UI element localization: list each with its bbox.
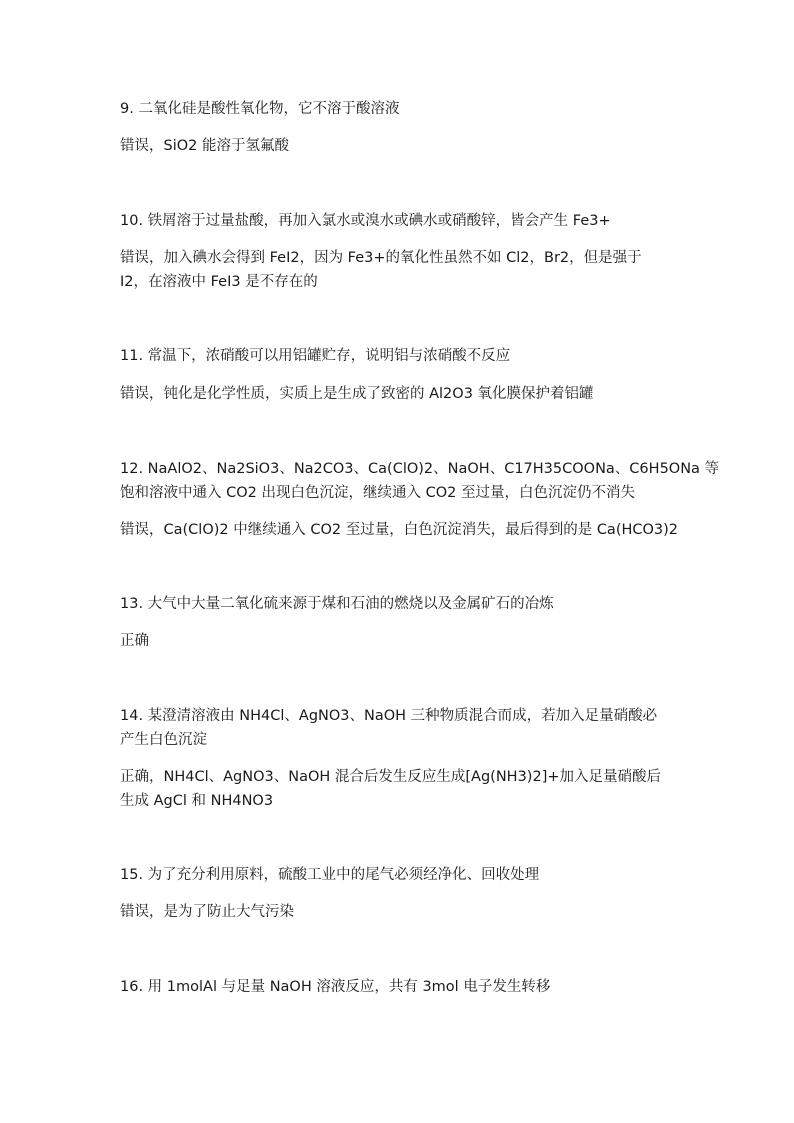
question-14-line-1: 14. 某澄清溶液由 NH4Cl、AgNO3、NaOH 三种物质混合而成，若加入足量硝酸必 xyxy=(120,708,658,724)
answer-15: 错误，是为了防止大气污染 xyxy=(120,904,294,920)
answer-12: 错误，Ca(ClO)2 中继续通入 CO2 至过量，白色沉淀消失，最后得到的是 Ca(HCO3)2 xyxy=(120,522,679,538)
question-12-line-1: 12. NaAlO2、Na2SiO3、Na2CO3、Ca(ClO)2、NaOH、C17H35COONa、C6H5ONa 等 xyxy=(120,461,720,477)
answer-13: 正确 xyxy=(120,633,149,649)
question-11: 11. 常温下，浓硝酸可以用铝罐贮存，说明铝与浓硝酸不反应 xyxy=(120,348,511,364)
question-15: 15. 为了充分利用原料，硫酸工业中的尾气必须经净化、回收处理 xyxy=(120,867,540,883)
question-10: 10. 铁屑溶于过量盐酸，再加入氯水或溴水或碘水或硝酸锌，皆会产生 Fe3+ xyxy=(120,213,611,229)
question-12-line-2: 饱和溶液中通入 CO2 出现白色沉淀，继续通入 CO2 至过量，白色沉淀仍不消失 xyxy=(120,485,635,501)
answer-10-line-2: I2，在溶液中 FeI3 是不存在的 xyxy=(120,274,318,290)
answer-14-line-2: 生成 AgCl 和 NH4NO3 xyxy=(120,793,274,809)
question-16: 16. 用 1molAl 与足量 NaOH 溶液反应，共有 3mol 电子发生转移 xyxy=(120,979,551,995)
answer-10-line-1: 错误，加入碘水会得到 FeI2，因为 Fe3+的氧化性虽然不如 Cl2，Br2，但是强于 xyxy=(120,250,642,266)
question-13: 13. 大气中大量二氧化硫来源于煤和石油的燃烧以及金属矿石的冶炼 xyxy=(120,596,554,612)
question-14-line-2: 产生白色沉淀 xyxy=(120,732,207,748)
answer-11: 错误，钝化是化学性质，实质上是生成了致密的 Al2O3 氧化膜保护着铝罐 xyxy=(120,386,594,402)
answer-9: 错误，SiO2 能溶于氢氟酸 xyxy=(120,138,289,154)
answer-14-line-1: 正确，NH4Cl、AgNO3、NaOH 混合后发生反应生成[Ag(NH3)2]+加入足量硝酸后 xyxy=(120,769,661,785)
question-9: 9. 二氧化硅是酸性氧化物，它不溶于酸溶液 xyxy=(120,101,400,117)
